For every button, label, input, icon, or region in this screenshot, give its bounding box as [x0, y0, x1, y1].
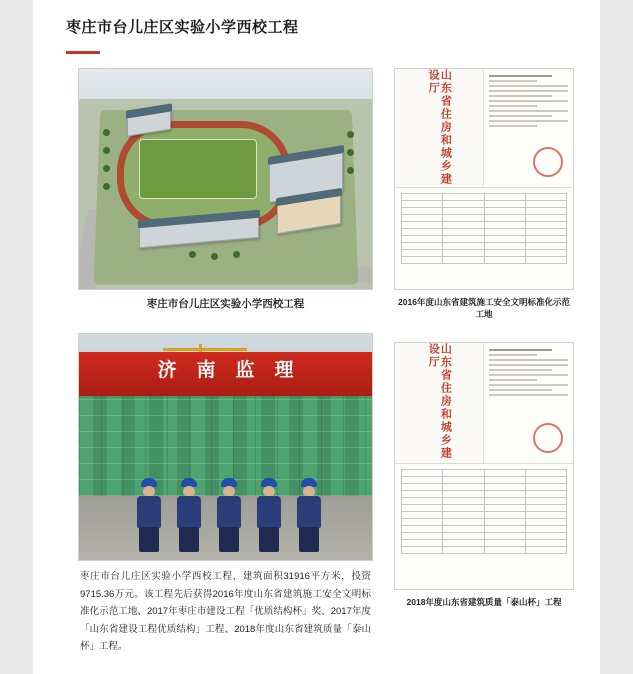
table-cell: [484, 540, 525, 547]
table-cell: [443, 207, 484, 214]
certificate-2016-top: [395, 69, 573, 188]
table-cell: [402, 235, 443, 242]
text-line: [489, 100, 568, 102]
table-cell: [443, 200, 484, 207]
table-cell: [443, 498, 484, 505]
rendering-tree: [103, 183, 110, 190]
worker-body: [257, 496, 281, 528]
table-cell: [402, 484, 443, 491]
table-cell: [443, 256, 484, 263]
table-row: [402, 221, 567, 228]
text-line: [489, 389, 552, 391]
table-cell: [443, 484, 484, 491]
certificate-2016: [394, 68, 574, 290]
site-photo: [78, 333, 373, 561]
table-cell: [402, 207, 443, 214]
table-cell: [443, 242, 484, 249]
worker-body: [137, 496, 161, 528]
table-row: [402, 519, 567, 526]
rendering-tree: [233, 251, 240, 258]
table-cell: [525, 505, 566, 512]
table-cell: [484, 526, 525, 533]
certificate-2018-header: 山东省住房和城乡建设厅: [427, 343, 452, 461]
table-cell: [443, 477, 484, 484]
table-cell: [443, 470, 484, 477]
table-cell: [525, 214, 566, 221]
rendering-sports-field: [139, 139, 257, 199]
table-row: [402, 214, 567, 221]
table-cell: [402, 228, 443, 235]
table-row: [402, 484, 567, 491]
rendering-caption: 枣庄市台儿庄区实验小学西校工程: [146, 297, 305, 310]
text-line: [489, 120, 568, 122]
red-seal-stamp: [533, 423, 563, 453]
table-cell: [525, 200, 566, 207]
table-row: [402, 200, 567, 207]
table-cell: [525, 519, 566, 526]
table-cell: [484, 484, 525, 491]
table-cell: [484, 533, 525, 540]
table-cell: [443, 235, 484, 242]
text-line: [489, 384, 568, 386]
table-cell: [525, 221, 566, 228]
rendering-tree: [347, 131, 354, 138]
table-row: [402, 540, 567, 547]
certificate-2016-header: 山东省住房和城乡建设厅: [427, 68, 452, 186]
certificate-2018-top: [395, 343, 573, 464]
table-cell: [525, 470, 566, 477]
text-line: [489, 364, 568, 366]
table-row: [402, 470, 567, 477]
document-sheet: [33, 0, 600, 674]
certificate-table: [401, 469, 567, 554]
worker-legs: [139, 527, 159, 552]
table-cell: [484, 242, 525, 249]
certificate-2016-body: [484, 69, 573, 187]
worker-legs: [299, 527, 319, 552]
table-cell: [443, 214, 484, 221]
table-cell: [484, 498, 525, 505]
text-line: [489, 374, 568, 376]
table-row: [402, 505, 567, 512]
table-cell: [484, 547, 525, 554]
text-line: [489, 354, 536, 356]
table-cell: [484, 256, 525, 263]
certificate-2018-caption: 2018年度山东省建筑质量「泰山杯」工程: [406, 597, 562, 608]
table-cell: [484, 235, 525, 242]
worker-figure: [294, 478, 324, 552]
content-area: [33, 68, 600, 656]
table-cell: [484, 512, 525, 519]
table-cell: [525, 249, 566, 256]
table-row: [402, 228, 567, 235]
table-cell: [443, 512, 484, 519]
site-photo-column: [78, 333, 373, 656]
table-cell: [525, 477, 566, 484]
table-cell: [402, 214, 443, 221]
table-cell: [484, 505, 525, 512]
worker-legs: [179, 527, 199, 552]
text-line: [489, 95, 552, 97]
table-cell: [402, 256, 443, 263]
text-line: [489, 369, 552, 371]
table-cell: [402, 519, 443, 526]
text-line: [489, 349, 552, 351]
table-row: [402, 512, 567, 519]
worker-figure: [254, 478, 284, 552]
table-cell: [525, 256, 566, 263]
table-cell: [443, 249, 484, 256]
worker-legs: [259, 527, 279, 552]
worker-figure: [134, 478, 164, 552]
table-cell: [402, 540, 443, 547]
figure-row-top: [78, 68, 570, 321]
table-cell: [525, 484, 566, 491]
text-line: [489, 75, 552, 77]
table-cell: [402, 526, 443, 533]
table-cell: [484, 491, 525, 498]
table-cell: [402, 200, 443, 207]
table-cell: [525, 235, 566, 242]
worker-figure: [174, 478, 204, 552]
table-cell: [484, 207, 525, 214]
table-cell: [525, 242, 566, 249]
table-cell: [402, 533, 443, 540]
table-cell: [443, 505, 484, 512]
table-cell: [525, 512, 566, 519]
table-cell: [402, 221, 443, 228]
table-cell: [443, 547, 484, 554]
table-row: [402, 256, 567, 263]
table-cell: [525, 228, 566, 235]
title-underline-rule: [66, 51, 100, 54]
table-row: [402, 235, 567, 242]
table-row: [402, 533, 567, 540]
table-cell: [402, 505, 443, 512]
certificate-2018: [394, 342, 574, 590]
table-cell: [402, 470, 443, 477]
table-cell: [402, 242, 443, 249]
table-cell: [402, 491, 443, 498]
text-line: [489, 90, 568, 92]
table-cell: [525, 540, 566, 547]
certificate-2-column: [394, 342, 574, 608]
table-cell: [484, 221, 525, 228]
table-row: [402, 498, 567, 505]
text-line: [489, 110, 568, 112]
table-cell: [525, 498, 566, 505]
worker-body: [217, 496, 241, 528]
table-row: [402, 242, 567, 249]
photo-banner-text: 济南监理: [157, 359, 314, 382]
red-seal-stamp: [533, 147, 563, 177]
table-cell: [402, 249, 443, 256]
certificate-2018-table-page: [395, 464, 573, 590]
table-cell: [484, 200, 525, 207]
worker-body: [297, 496, 321, 528]
site-photo-caption: 枣庄市台儿庄区实验小学西校工程，建筑面积31916平方米，投资9715.36万元。该工程先后获得2016年度山东省建筑施工安全文明标准化示范工地、2017年枣庄市建设工程「优质结构杯」奖、2017年度「山东省建设工程优质结构」工程、2018年度山东省建筑质量「泰山杯」工程。: [80, 571, 371, 653]
table-cell: [443, 533, 484, 540]
table-cell: [525, 547, 566, 554]
rendering-tree: [103, 129, 110, 136]
table-cell: [402, 512, 443, 519]
rendering-tree: [189, 251, 196, 258]
table-cell: [402, 498, 443, 505]
table-cell: [443, 540, 484, 547]
worker-figure: [214, 478, 244, 552]
table-row: [402, 207, 567, 214]
certificate-table: [401, 193, 567, 264]
table-row: [402, 249, 567, 256]
table-row: [402, 491, 567, 498]
text-line: [489, 85, 568, 87]
table-cell: [484, 214, 525, 221]
table-row: [402, 547, 567, 554]
text-line: [489, 125, 536, 127]
table-cell: [484, 519, 525, 526]
figure-row-bottom: [78, 333, 570, 656]
certificate-2018-cover: [395, 343, 484, 463]
certificate-2016-caption: 2016年度山东省建筑施工安全文明标准化示范工地: [398, 296, 570, 319]
worker-legs: [219, 527, 239, 552]
table-cell: [525, 491, 566, 498]
text-line: [489, 115, 552, 117]
table-cell: [525, 193, 566, 200]
table-cell: [443, 519, 484, 526]
rendering-tree: [347, 149, 354, 156]
crane-arm: [163, 348, 247, 351]
rendering-tree: [211, 253, 218, 260]
table-cell: [443, 228, 484, 235]
certificate-2016-table-page: [395, 188, 573, 290]
text-line: [489, 359, 568, 361]
table-cell: [443, 491, 484, 498]
certificate-1-column: [394, 68, 574, 321]
table-row: [402, 526, 567, 533]
table-cell: [525, 533, 566, 540]
text-line: [489, 379, 536, 381]
table-cell: [443, 526, 484, 533]
table-cell: [484, 193, 525, 200]
title-block: [33, 0, 600, 54]
table-cell: [484, 477, 525, 484]
table-row: [402, 193, 567, 200]
table-cell: [525, 526, 566, 533]
text-line: [489, 80, 536, 82]
table-cell: [402, 547, 443, 554]
table-cell: [443, 221, 484, 228]
table-cell: [484, 249, 525, 256]
rendering-tree: [347, 167, 354, 174]
text-line: [489, 105, 536, 107]
table-cell: [484, 228, 525, 235]
worker-body: [177, 496, 201, 528]
table-cell: [443, 193, 484, 200]
rendering-column: [78, 68, 373, 313]
table-cell: [402, 193, 443, 200]
rendering-tree: [103, 147, 110, 154]
certificate-2016-cover: [395, 69, 484, 187]
certificate-2018-body: [484, 343, 573, 463]
table-cell: [484, 470, 525, 477]
aerial-rendering: [78, 68, 373, 290]
table-cell: [402, 477, 443, 484]
rendering-tree: [103, 165, 110, 172]
page-title: 枣庄市台儿庄区实验小学西校工程: [66, 19, 299, 36]
table-row: [402, 477, 567, 484]
table-cell: [525, 207, 566, 214]
text-line: [489, 394, 568, 396]
